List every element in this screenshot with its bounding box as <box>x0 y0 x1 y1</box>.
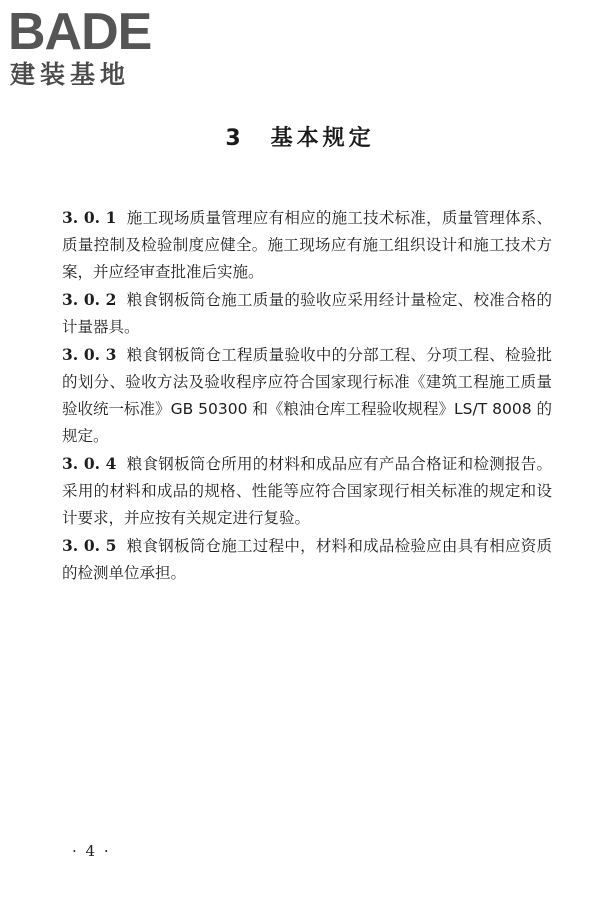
clause-number: 3. 0. 1 <box>62 208 117 227</box>
clause-number: 3. 0. 3 <box>62 345 117 364</box>
clause-text: 粮食钢板筒仓施工过程中，材料和成品检验应由具有相应资质的检测单位承担。 <box>62 537 552 582</box>
clause-text: 施工现场质量管理应有相应的施工技术标准，质量管理体系、质量控制及检验制度应健全。施工现场应有施工组织设计和施工技术方案，并应经审查批准后实施。 <box>62 209 552 281</box>
page-title: 3 基本规定 <box>225 126 375 151</box>
logo-brand-text: BADE <box>8 3 152 61</box>
page-number: · 4 · <box>72 842 111 860</box>
clause-3-0-1 <box>62 204 552 286</box>
clause-text: 粮食钢板筒仓施工质量的验收应采用经计量检定、校准合格的计量器具。 <box>62 291 552 336</box>
clause-3-0-2 <box>62 286 552 341</box>
logo-subtitle: 建装基地 <box>10 60 131 89</box>
clause-number: 3. 0. 2 <box>62 290 117 309</box>
clause-number: 3. 0. 4 <box>62 454 117 473</box>
clause-number: 3. 0. 5 <box>62 536 117 555</box>
bade-logo <box>8 4 178 94</box>
clause-list <box>62 204 552 587</box>
clause-3-0-5 <box>62 532 552 587</box>
clause-text: 粮食钢板筒仓所用的材料和成品应有产品合格证和检测报告。采用的材料和成品的规格、性能等应符合国家现行相关标准的规定和设计要求，并应按有关规定进行复验。 <box>62 455 552 527</box>
clause-3-0-4 <box>62 450 552 532</box>
clause-text: 粮食钢板筒仓工程质量验收中的分部工程、分项工程、检验批的划分、验收方法及验收程序应符合国家现行标准《建筑工程施工质量验收统一标准》GB 50300 和《粮油仓库工程验收规程》LS/T 8008 的规定。 <box>62 346 552 445</box>
clause-3-0-3 <box>62 341 552 450</box>
